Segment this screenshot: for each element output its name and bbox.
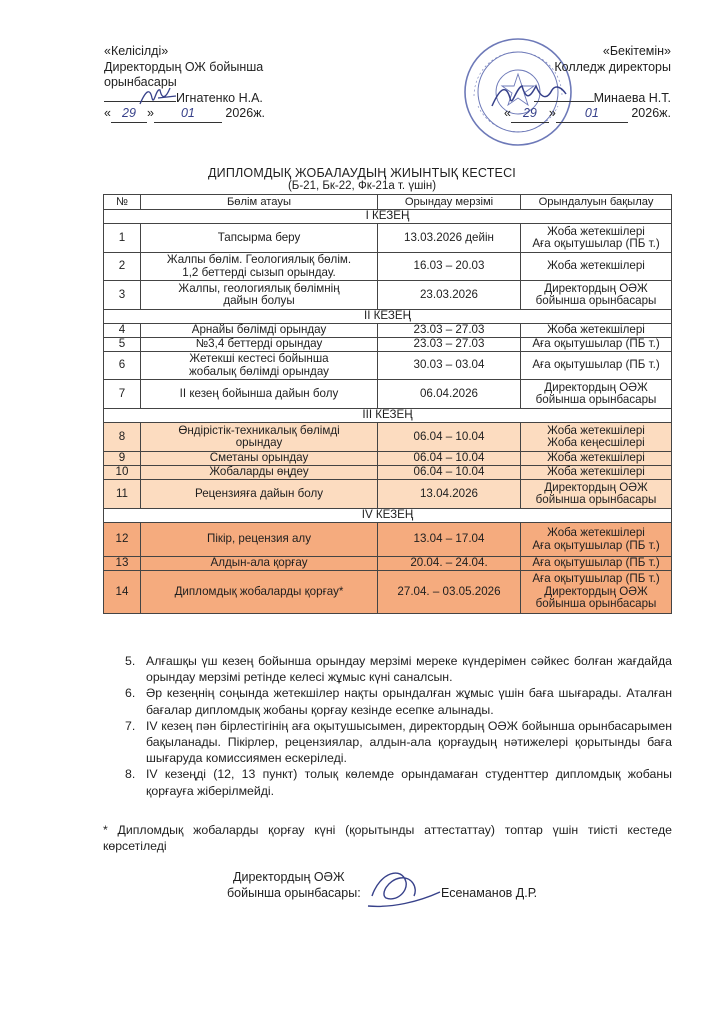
row-control — [521, 480, 672, 509]
bottom-position-line2: бойынша орынбасары: — [227, 886, 361, 900]
row-name — [141, 281, 378, 310]
row-name — [141, 352, 378, 380]
note-item — [125, 653, 672, 685]
row-control — [521, 324, 672, 338]
table-row — [104, 281, 672, 310]
name-line: орындау — [235, 436, 283, 449]
table-row — [104, 452, 672, 466]
row-name: II кезең бойынша дайын болу — [141, 380, 378, 409]
row-control — [521, 224, 672, 253]
note-text: IV кезеңді (12, 13 пункт) толық көлемде орындамаған студенттер дипломдық жобаны қорғауға жіберілмейді. — [146, 767, 672, 798]
approved-position: Колледж директоры — [554, 59, 671, 74]
control-line: Директордың ОӘЖ — [544, 584, 648, 598]
row-number: 11 — [104, 480, 141, 509]
table-row — [104, 571, 672, 614]
stage-label: I КЕЗЕҢ — [104, 210, 672, 224]
approved-year: 2026ж. — [631, 106, 671, 120]
row-control — [521, 466, 672, 480]
note-text: Алғашқы үш кезең бойынша орындау мерзімі мереке күндерімен сәйкес болған жағдайда орындау мерзімі ретінде келесі жұмыс күні саналсын. — [146, 654, 672, 685]
control-line: Жоба жетекшілері — [547, 526, 645, 539]
agreed-position-line1: Директордың ОЖ бойынша — [104, 59, 264, 74]
approved-month: 01 — [556, 106, 628, 123]
document-title: ДИПЛОМДЫҚ ЖОБАЛАУДЫҢ ЖИЫНТЫҚ КЕСТЕСІ — [208, 166, 516, 180]
row-name: Жобаларды өңдеу — [141, 466, 378, 480]
control-line: Аға оқытушылар (ПБ т.) — [532, 556, 660, 570]
document-subtitle: (Б-21, Бк-22, Фк-21а т. үшін) — [287, 180, 437, 192]
row-name: Сметаны орындау — [141, 452, 378, 466]
row-name: Арнайы бөлімді орындау — [141, 324, 378, 338]
agreed-date-line: « 29 » 01 2026ж. — [104, 106, 265, 123]
table-row — [104, 523, 672, 557]
row-control — [521, 281, 672, 310]
row-date: 23.03 – 27.03 — [378, 324, 521, 338]
row-date: 27.04. – 03.05.2026 — [378, 571, 521, 614]
row-control — [521, 352, 672, 380]
name-line: жобалық бөлімді орындау — [189, 364, 329, 378]
agreed-position-line2: орынбасары — [104, 75, 177, 89]
row-number: 9 — [104, 452, 141, 466]
control-line: Жоба жетекшілері — [547, 224, 645, 238]
control-line: Аға оқытушылар (ПБ т.) — [532, 358, 660, 372]
stage-label: II КЕЗЕҢ — [104, 310, 672, 324]
row-name: Алдын-ала қорғау — [141, 557, 378, 571]
name-line: 1,2 беттерді сызып орындау. — [182, 265, 336, 279]
row-name: Тапсырма беру — [141, 224, 378, 253]
row-control — [521, 380, 672, 409]
note-number: 7. — [125, 718, 136, 733]
notes-list — [125, 653, 672, 799]
row-control — [521, 571, 672, 614]
control-line: Жоба жетекшілері — [547, 259, 645, 273]
row-control — [521, 253, 672, 281]
name-line: дайын болуы — [223, 294, 295, 307]
table-row — [104, 423, 672, 452]
control-line: бойынша орынбасары — [535, 294, 657, 307]
agreed-day: 29 — [111, 106, 147, 123]
control-line: Аға оқытушылар (ПБ т.) — [532, 337, 660, 351]
header-control: Орындалуын бақылау — [521, 195, 672, 210]
table-row — [104, 466, 672, 480]
control-line: бойынша орынбасары — [535, 493, 657, 506]
table-row — [104, 253, 672, 281]
control-line: бойынша орынбасары — [535, 393, 657, 406]
row-name: №3,4 беттерді орындау — [141, 338, 378, 352]
table-row — [104, 224, 672, 253]
control-line: Жоба жетекшілері — [547, 423, 645, 437]
approved-name: Минаева Н.Т. — [593, 90, 671, 105]
row-number: 8 — [104, 423, 141, 452]
row-number: 12 — [104, 523, 141, 557]
approved-signature — [488, 80, 570, 112]
row-control — [521, 338, 672, 352]
row-date: 16.03 – 20.03 — [378, 253, 521, 281]
row-name: Пікір, рецензия алу — [141, 523, 378, 557]
row-date: 30.03 – 03.04 — [378, 352, 521, 380]
schedule-table — [103, 194, 672, 614]
row-control — [521, 557, 672, 571]
control-line: Жоба жетекшілері — [547, 465, 645, 479]
approved-date-line: « 29 » 01 2026ж. — [504, 106, 671, 123]
note-item — [125, 718, 672, 767]
note-number: 5. — [125, 654, 136, 668]
row-date: 06.04.2026 — [378, 380, 521, 409]
bottom-position-line1: Директордың ОӘЖ — [233, 870, 345, 884]
row-date: 20.04. – 24.04. — [378, 557, 521, 571]
approved-label: «Бекітемін» — [602, 44, 671, 58]
row-number: 6 — [104, 352, 141, 380]
header-deadline: Орындау мерзімі — [378, 195, 521, 210]
stage-row — [104, 210, 672, 224]
control-line: Жоба жетекшілері — [547, 451, 645, 465]
control-line: Директордың ОӘЖ — [544, 480, 648, 494]
row-name: Дипломдық жобаларды қорғау* — [141, 571, 378, 614]
name-line: Жалпы, геологиялық бөлімнің — [178, 281, 340, 295]
stage-row — [104, 409, 672, 423]
row-date: 13.04.2026 — [378, 480, 521, 509]
stage-label: IV КЕЗЕҢ — [104, 509, 672, 523]
note-text: Әр кезеңнің соңында жетекшілер нақты орындалған жұмыс үшін баға шығарады. Аталған бағалар дипломдық жобаны қорғау кезінде есепке алынады. — [146, 686, 672, 717]
bottom-name: Есенаманов Д.Р. — [441, 886, 538, 900]
agreed-year: 2026ж. — [225, 106, 266, 120]
row-number: 4 — [104, 324, 141, 338]
bottom-signatory — [227, 869, 361, 901]
row-date: 13.03.2026 дейін — [378, 224, 521, 253]
row-number: 1 — [104, 224, 141, 253]
table-row — [104, 557, 672, 571]
table-row — [104, 338, 672, 352]
row-date: 13.04 – 17.04 — [378, 523, 521, 557]
table-row — [104, 480, 672, 509]
approved-day: 29 — [511, 106, 549, 123]
row-number: 10 — [104, 466, 141, 480]
control-line: Аға оқытушылар (ПБ т.) — [532, 572, 660, 586]
control-line: Аға оқытушылар (ПБ т.) — [532, 237, 660, 250]
row-date: 06.04 – 10.04 — [378, 423, 521, 452]
name-line: Жалпы бөлім. Геологиялық бөлім. — [166, 253, 352, 266]
note-item — [125, 766, 672, 798]
header-number: № — [104, 195, 141, 210]
stage-row — [104, 509, 672, 523]
row-control — [521, 452, 672, 466]
row-date: 06.04 – 10.04 — [378, 452, 521, 466]
control-line: Директордың ОӘЖ — [544, 380, 648, 394]
control-line: Директордың ОӘЖ — [544, 281, 648, 295]
stage-row — [104, 310, 672, 324]
note-number: 6. — [125, 686, 136, 701]
bottom-signature — [362, 862, 444, 918]
row-number: 13 — [104, 557, 141, 571]
row-name — [141, 253, 378, 281]
header-section-name: Бөлім атауы — [141, 195, 378, 210]
agreed-month: 01 — [154, 106, 222, 123]
row-name: Рецензияға дайын болу — [141, 480, 378, 509]
note-item — [125, 685, 672, 717]
stage-label: III КЕЗЕҢ — [104, 409, 672, 423]
agreed-signature-line — [104, 91, 265, 107]
agreed-label: «Келісілді» — [104, 44, 169, 58]
note-number: 8. — [125, 767, 136, 782]
row-number: 7 — [104, 380, 141, 409]
row-control — [521, 423, 672, 452]
row-number: 3 — [104, 281, 141, 310]
table-row — [104, 352, 672, 380]
control-line: Жоба жетекшілері — [547, 323, 645, 337]
table-row — [104, 380, 672, 409]
table-header-row — [104, 195, 672, 210]
row-control — [521, 523, 672, 557]
row-name — [141, 423, 378, 452]
row-date: 23.03.2026 — [378, 281, 521, 310]
agreed-block — [104, 44, 265, 123]
row-number: 2 — [104, 253, 141, 281]
row-date: 06.04 – 10.04 — [378, 466, 521, 480]
control-line: Жоба кеңесшілері — [547, 436, 645, 449]
agreed-name: Игнатенко Н.А. — [176, 90, 263, 105]
name-line: Жетекші кестесі бойынша — [189, 352, 329, 365]
row-date: 23.03 – 27.03 — [378, 338, 521, 352]
agreed-signature — [136, 84, 180, 108]
row-number: 5 — [104, 338, 141, 352]
note-text: IV кезең пән бірлестігінің аға оқытушысымен, директордың ОӘЖ бойынша орынбасарымен бақыланады. Пікірлер, рецензиялар, алдын-ала қорғаудың нәтижелері қорытынды баға шығаруда комиссиямен ескеріледі. — [146, 718, 672, 766]
footnote: * Дипломдық жобаларды қорғау күні (қорытынды аттестаттау) топтар үшін тиісті кестеде көрсетіледі — [103, 823, 672, 854]
name-line: Өндірістік-техникалық бөлімді — [178, 423, 340, 437]
control-line: бойынша орынбасары — [535, 597, 657, 611]
control-line: Аға оқытушылар (ПБ т.) — [532, 538, 660, 552]
row-number: 14 — [104, 571, 141, 614]
table-row — [104, 324, 672, 338]
